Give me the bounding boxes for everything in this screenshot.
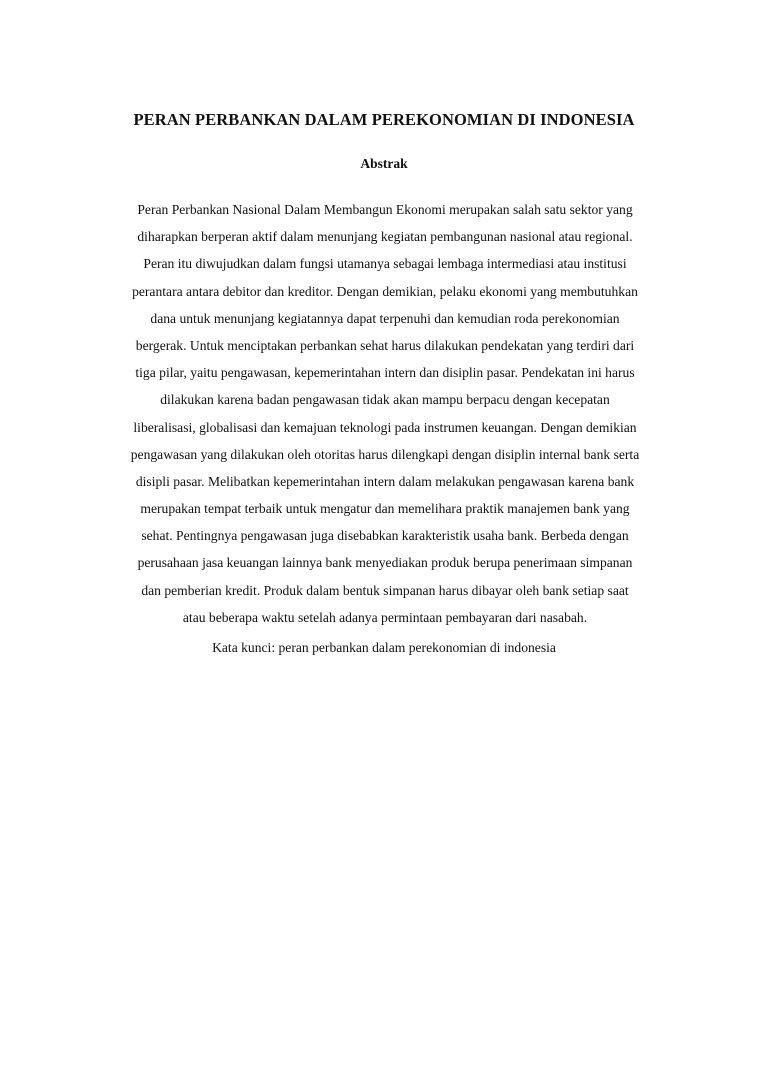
- abstract-line: merupakan tempat terbaik untuk mengatur dan memelihara praktik manajemen bank yang: [140, 501, 630, 517]
- abstract-line: tiga pilar, yaitu pengawasan, kepemerintahan intern dan disiplin pasar. Pendekatan ini harus: [135, 365, 635, 381]
- abstract-line: dan pemberian kredit. Produk dalam bentuk simpanan harus dibayar oleh bank setiap saat: [141, 582, 629, 598]
- abstract-line: Peran itu diwujudkan dalam fungsi utamanya sebagai lembaga intermediasi atau institusi: [143, 256, 627, 272]
- abstract-line: sehat. Pentingnya pengawasan juga disebabkan karakteristik usaha bank. Berbeda dengan: [141, 528, 629, 544]
- abstract-line: perusahaan jasa keuangan lainnya bank menyediakan produk berupa penerimaan simpanan: [137, 555, 633, 571]
- abstract-line: pengawasan yang dilakukan oleh otoritas harus dilengkapi dengan disiplin internal bank serta: [130, 446, 640, 462]
- abstract-line: disipli pasar. Melibatkan kepemerintahan intern dalam melakukan pengawasan karena bank: [135, 473, 635, 489]
- keywords: Kata kunci: peran perbankan dalam perekonomian di indonesia: [212, 640, 556, 655]
- abstract-line: dilakukan karena badan pengawasan tidak akan mampu berpacu dengan kecepatan: [160, 392, 610, 408]
- abstract-line: perantara antara debitor dan kreditor. Dengan demikian, pelaku ekonomi yang membutuhkan: [132, 283, 638, 299]
- abstract-line: atau beberapa waktu setelah adanya permintaan pembayaran dari nasabah.: [182, 609, 588, 625]
- document-title: PERAN PERBANKAN DALAM PEREKONOMIAN DI INDONESIA: [133, 110, 635, 129]
- abstract-line: Peran Perbankan Nasional Dalam Membangun Ekonomi merupakan salah satu sektor yang: [137, 202, 633, 217]
- abstract-line: bergerak. Untuk menciptakan perbankan sehat harus dilakukan pendekatan yang terdiri dari: [135, 337, 635, 353]
- abstract-line: liberalisasi, globalisasi dan kemajuan teknologi pada instrumen keuangan. Dengan demikian: [133, 419, 637, 435]
- abstract-body: [90, 196, 680, 631]
- abstract-heading: Abstrak: [360, 156, 408, 171]
- abstract-line: dana untuk menunjang kegiatannya dapat terpenuhi dan kemudian roda perekonomian: [150, 310, 620, 326]
- abstract-line: diharapkan berperan aktif dalam menunjang kegiatan pembangunan nasional atau regional.: [137, 229, 633, 245]
